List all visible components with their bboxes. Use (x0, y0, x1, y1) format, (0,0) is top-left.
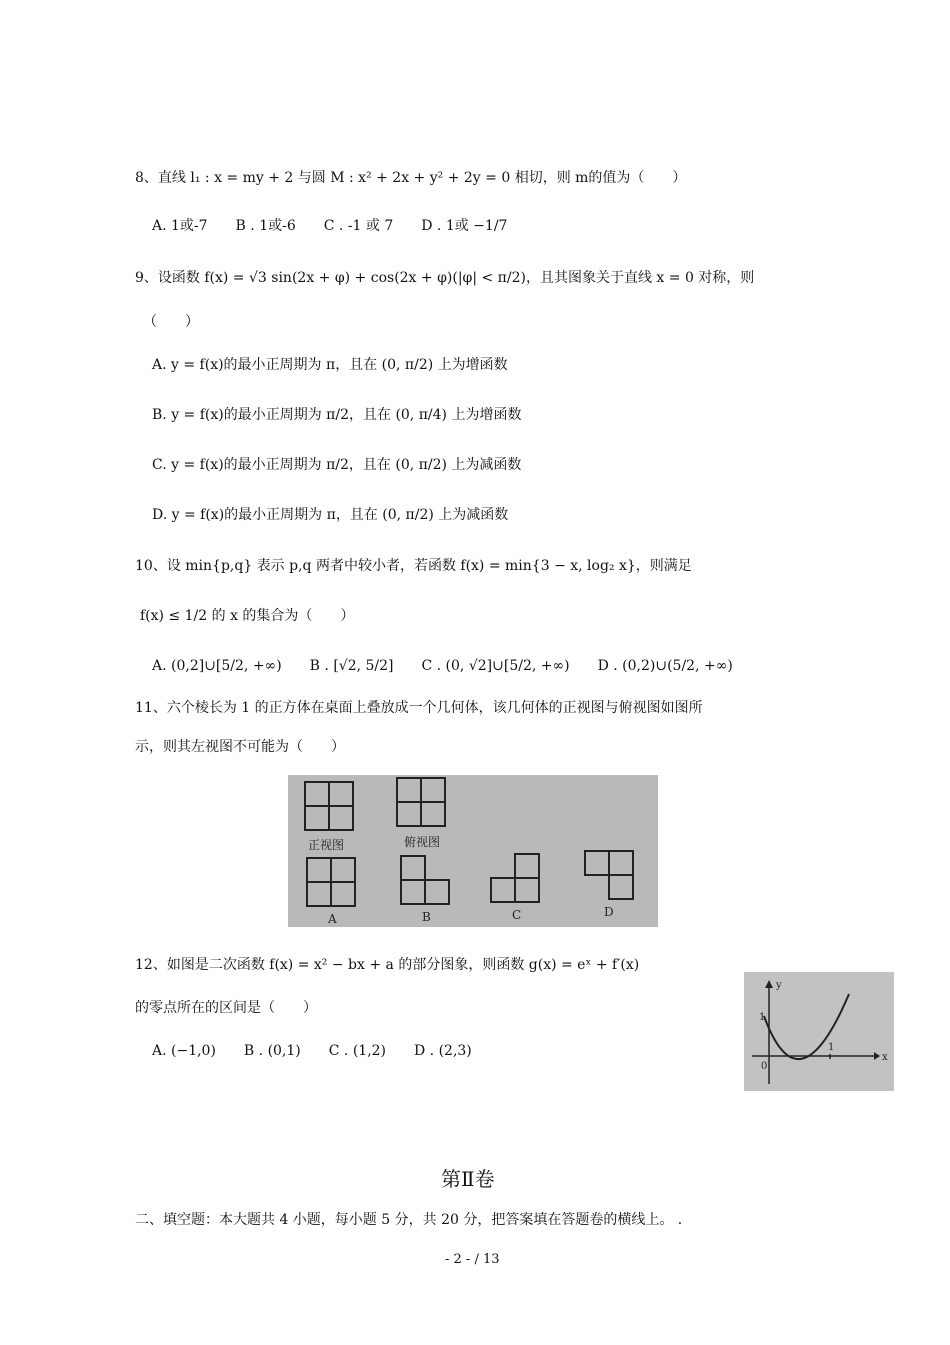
top-view-cell (420, 777, 446, 803)
q9-paren: （ ） (143, 314, 199, 330)
q12-stem: 12、如图是二次函数 f(x) = x² − bx + a 的部分图象，则函数 g(x) = eˣ + f′(x) (135, 957, 640, 973)
front-view-cell (304, 781, 330, 807)
q8-options: A. 1或-7 B . 1或-6 C . -1 或 7 D . 1或 −1/7 (152, 218, 508, 234)
fill-blank-instructions: 二、填空题：本大题共 4 小题，每小题 5 分，共 20 分，把答案填在答题卷的横线上。 . (135, 1212, 683, 1228)
option-d-cell (608, 850, 634, 876)
top-view-cell (396, 777, 422, 803)
y-axis-arrow (765, 980, 773, 988)
q9-option-d: D. y = f(x)的最小正周期为 π，且在 (0, π/2) 上为减函数 (152, 507, 509, 523)
top-view-cell (420, 801, 446, 827)
option-b-label: B (422, 910, 431, 924)
option-b-cell (424, 879, 450, 905)
parabola-graph (744, 972, 894, 1091)
parabola-svg (744, 972, 894, 1091)
q10-options: A. (0,2]∪[5/2, +∞) B . [√2, 5/2] C . (0, √2]∪[5/2, +∞) D . (0,2)∪(5/2, +∞) (152, 658, 733, 674)
q9-option-c: C. y = f(x)的最小正周期为 π/2，且在 (0, π/2) 上为减函数 (152, 457, 522, 473)
option-d-cell (584, 850, 610, 876)
section-title: 第Ⅱ卷 (441, 1167, 495, 1191)
q12-stem2: 的零点所在的区间是（ ） (135, 1000, 317, 1016)
top-view-label: 俯视图 (404, 835, 441, 849)
option-a-cell (306, 881, 332, 907)
q9-option-a: A. y = f(x)的最小正周期为 π，且在 (0, π/2) 上为增函数 (152, 357, 508, 373)
front-view-cell (328, 805, 354, 831)
q10-stem2: f(x) ≤ 1/2 的 x 的集合为（ ） (140, 608, 355, 624)
option-c-cell (490, 877, 516, 903)
page-number: - 2 - / 13 (445, 1252, 500, 1267)
option-c-cell (514, 877, 540, 903)
q10-stem: 10、设 min{p,q} 表示 p,q 两者中较小者，若函数 f(x) = min{3 − x, log₂ x}，则满足 (135, 558, 692, 574)
three-view-figure (288, 775, 658, 927)
front-view-cell (304, 805, 330, 831)
option-c-label: C (512, 908, 522, 922)
front-view-label: 正视图 (308, 838, 345, 852)
y-one-label: 1 (759, 1012, 766, 1023)
option-a-cell (330, 857, 356, 883)
front-view-cell (328, 781, 354, 807)
y-axis-label: y (776, 980, 782, 991)
option-c-cell (514, 853, 540, 879)
x-axis-label: x (882, 1052, 888, 1063)
origin-label: 0 (761, 1061, 768, 1072)
option-a-cell (330, 881, 356, 907)
option-b-cell (400, 855, 426, 881)
option-d-cell (608, 874, 634, 900)
option-a-label: A (328, 912, 337, 926)
q11-stem: 11、六个棱长为 1 的正方体在桌面上叠放成一个几何体，该几何体的正视图与俯视图如图所 (135, 700, 703, 716)
x-one-label: 1 (828, 1042, 835, 1053)
option-d-label: D (604, 905, 614, 919)
q11-stem2: 示，则其左视图不可能为（ ） (135, 739, 345, 755)
q8-stem: 8、直线 l₁ : x = my + 2 与圆 M : x² + 2x + y² + 2y = 0 相切，则 m的值为（ ） (135, 170, 687, 186)
q9-stem: 9、设函数 f(x) = √3 sin(2x + φ) + cos(2x + φ)(|φ| < π/2)，且其图象关于直线 x = 0 对称，则 (135, 270, 755, 286)
q9-option-b: B. y = f(x)的最小正周期为 π/2，且在 (0, π/4) 上为增函数 (152, 407, 522, 423)
x-axis-arrow (874, 1052, 880, 1060)
option-b-cell (400, 879, 426, 905)
option-a-cell (306, 857, 332, 883)
top-view-cell (396, 801, 422, 827)
parabola-curve (764, 994, 849, 1059)
q12-options: A. (−1,0) B . (0,1) C . (1,2) D . (2,3) (152, 1043, 472, 1059)
